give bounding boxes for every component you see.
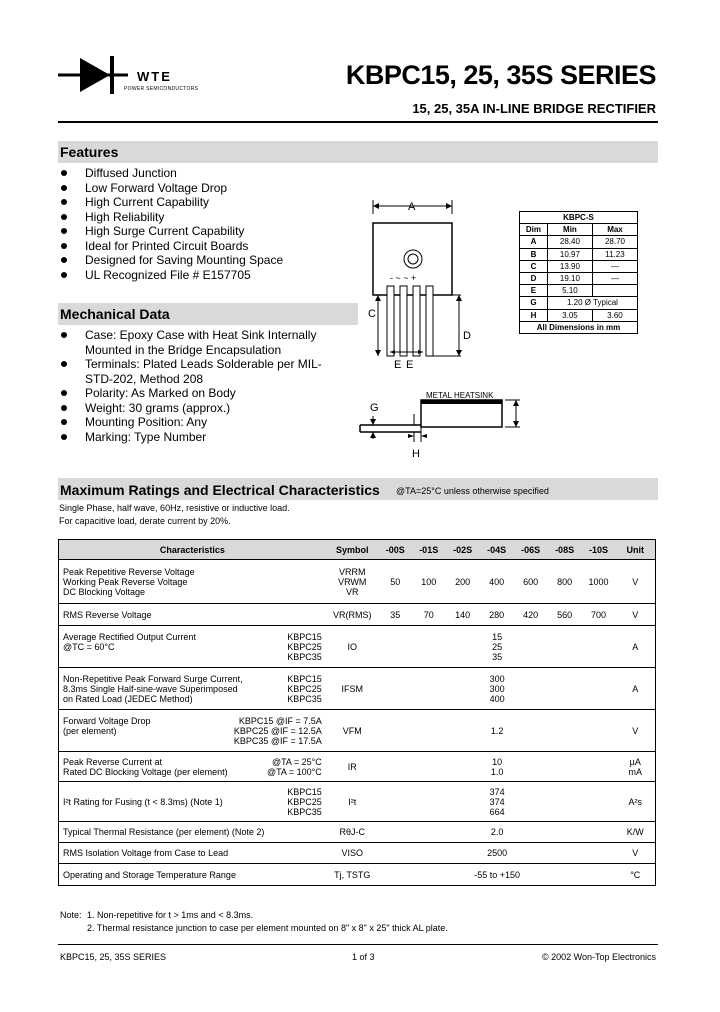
value: 800	[548, 560, 582, 604]
package-drawing	[350, 192, 520, 462]
value: 280	[480, 604, 514, 626]
table-row	[59, 626, 656, 668]
unit: µA	[629, 756, 641, 767]
dim-cell	[592, 285, 637, 297]
value: 560	[548, 604, 582, 626]
row-label: 8.3ms Single Half-sine-wave Superimposed	[63, 683, 238, 694]
model: KBPC15	[287, 673, 322, 684]
dim-d-label: D	[463, 330, 471, 342]
unit: V	[616, 843, 656, 864]
model: KBPC25 @IF = 12.5A	[233, 725, 322, 736]
symbol: IO	[326, 626, 379, 668]
row-label: Working Peak Reverse Voltage	[63, 576, 188, 587]
table-row	[59, 560, 656, 604]
value: 374	[489, 796, 505, 807]
row-label: RMS Reverse Voltage	[59, 604, 326, 626]
condition: @TA = 25°C	[271, 756, 322, 767]
list-item: Diffused Junction	[59, 166, 283, 181]
row-label: @TC = 60°C	[63, 641, 115, 652]
brand-name: WTE	[137, 69, 172, 84]
dim-cell: 10.97	[547, 248, 592, 260]
unit: A²s	[616, 782, 656, 822]
dim-cell: —	[592, 272, 637, 284]
row-label: Peak Reverse Current at	[63, 756, 163, 767]
value: -55 to +150	[379, 864, 616, 886]
value: 35	[379, 604, 412, 626]
dim-cell: 19.10	[547, 272, 592, 284]
symbol: VRRM	[339, 566, 366, 577]
heatsink-label: METAL HEATSINK	[426, 391, 494, 400]
col-header: -06S	[514, 540, 548, 560]
table-row	[59, 668, 656, 710]
symbol: VR(RMS)	[326, 604, 379, 626]
dim-cell: 3.60	[592, 309, 637, 321]
row-label: Average Rectified Output Current	[63, 631, 196, 642]
mechanical-list	[59, 328, 339, 444]
dim-cell: 11.23	[592, 248, 637, 260]
value: 1.2	[379, 710, 616, 752]
model: KBPC25	[287, 796, 322, 807]
row-label: Forward Voltage Drop	[63, 715, 151, 726]
footer-series: KBPC15, 25, 35S SERIES	[60, 952, 167, 962]
value: 300	[489, 673, 505, 684]
dim-a-label: A	[408, 201, 416, 213]
header-rule	[58, 121, 658, 123]
condition: @TA = 100°C	[266, 766, 322, 777]
dim-e1-label: E	[394, 359, 402, 371]
list-item: Terminals: Plated Leads Solderable per MIL-STD-202, Method 208	[59, 357, 339, 386]
value: 300	[489, 683, 505, 694]
list-item: Ideal for Printed Circuit Boards	[59, 239, 283, 254]
notes-block	[60, 910, 448, 933]
dimensions-table	[519, 211, 638, 334]
dim-cell: 1.20 Ø Typical	[547, 297, 637, 309]
list-item: Case: Epoxy Case with Heat Sink Internally Mounted in the Bridge Encapsulation	[59, 328, 339, 357]
row-label: Peak Repetitive Reverse Voltage	[63, 566, 195, 577]
unit: V	[616, 710, 656, 752]
list-item: Designed for Saving Mounting Space	[59, 253, 283, 268]
symbol: VFM	[326, 710, 379, 752]
features-bar	[58, 141, 658, 163]
dim-cell: B	[520, 248, 548, 260]
note-2: 2. Thermal resistance junction to case per element mounted on 8" x 8" x 25" thick AL plate.	[87, 923, 448, 933]
dim-header: Dim	[520, 224, 548, 236]
list-item: UL Recognized File # E157705	[59, 268, 283, 283]
list-item: High Surge Current Capability	[59, 224, 283, 239]
row-label: DC Blocking Voltage	[63, 586, 146, 597]
col-header: Unit	[616, 540, 656, 560]
note-1: 1. Non-repetitive for t > 1ms and < 8.3ms.	[87, 910, 254, 920]
dim-g-label: G	[370, 402, 379, 414]
footer-rule	[58, 944, 658, 945]
model: KBPC35	[287, 651, 322, 662]
table-row	[59, 822, 656, 843]
list-item: Mounting Position: Any	[59, 415, 339, 430]
ratings-table	[58, 539, 656, 886]
value: 25	[492, 641, 503, 652]
table-row	[59, 752, 656, 782]
row-label: I²t Rating for Fusing (t < 8.3ms) (Note 1)	[63, 796, 223, 807]
unit: A	[616, 668, 656, 710]
symbol: VRWM	[338, 576, 367, 587]
row-label: Rated DC Blocking Voltage (per element)	[63, 766, 228, 777]
value: 1.0	[490, 766, 504, 777]
dim-header: Max	[592, 224, 637, 236]
dim-cell: E	[520, 285, 548, 297]
dim-cell: C	[520, 260, 548, 272]
dim-cell: 5.10	[547, 285, 592, 297]
dim-footer: All Dimensions in mm	[520, 321, 638, 333]
unit: °C	[616, 864, 656, 886]
page-subtitle: 15, 25, 35A IN-LINE BRIDGE RECTIFIER	[412, 101, 656, 116]
col-header: -04S	[480, 540, 514, 560]
dim-header: Min	[547, 224, 592, 236]
table-row	[59, 843, 656, 864]
page-title: KBPC15, 25, 35S SERIES	[345, 60, 656, 90]
row-label: (per element)	[63, 725, 117, 736]
col-header: -01S	[412, 540, 446, 560]
col-header: Symbol	[326, 540, 379, 560]
table-row	[59, 604, 656, 626]
unit: A	[616, 626, 656, 668]
unit: mA	[628, 766, 643, 777]
row-label: Typical Thermal Resistance (per element) (Note 2)	[59, 822, 326, 843]
ratings-pre-note-2: For capacitive load, derate current by 20%.	[59, 516, 231, 526]
unit: V	[616, 560, 656, 604]
pin-markings: - ~ ~ +	[390, 273, 417, 283]
value: 200	[446, 560, 480, 604]
value: 10	[492, 756, 503, 767]
symbol: RθJ-C	[326, 822, 379, 843]
dim-cell: 3.05	[547, 309, 592, 321]
notes-label: Note:	[60, 910, 82, 920]
row-label: on Rated Load (JEDEC Method)	[63, 693, 193, 704]
dim-cell: G	[520, 297, 548, 309]
model: KBPC35	[287, 693, 322, 704]
col-header: -10S	[582, 540, 616, 560]
value: 664	[489, 806, 505, 817]
dim-e2-label: E	[406, 359, 414, 371]
footer-page: 1 of 3	[352, 952, 375, 962]
dim-cell: A	[520, 236, 548, 248]
value: 400	[489, 693, 505, 704]
symbol: VR	[346, 586, 359, 597]
symbol: I²t	[326, 782, 379, 822]
ratings-condition: @TA=25°C unless otherwise specified	[396, 486, 549, 496]
value: 70	[412, 604, 446, 626]
value: 700	[582, 604, 616, 626]
model: KBPC25	[287, 683, 322, 694]
symbol: Tj, TSTG	[326, 864, 379, 886]
dim-cell: 28.40	[547, 236, 592, 248]
col-header: -08S	[548, 540, 582, 560]
dim-cell: H	[520, 309, 548, 321]
brand-tagline: POWER SEMICONDUCTORS	[124, 86, 199, 92]
value: 1000	[582, 560, 616, 604]
value: 50	[379, 560, 412, 604]
footer-copyright: © 2002 Won-Top Electronics	[541, 952, 656, 962]
ratings-pre-note-1: Single Phase, half wave, 60Hz, resistive or inductive load.	[59, 503, 290, 513]
table-row	[59, 864, 656, 886]
model: KBPC15 @IF = 7.5A	[238, 715, 322, 726]
table-row	[59, 782, 656, 822]
symbol: IR	[326, 752, 379, 782]
col-header: -02S	[446, 540, 480, 560]
table-row	[59, 710, 656, 752]
value: 2.0	[379, 822, 616, 843]
model: KBPC15	[287, 631, 322, 642]
dim-cell: 13.90	[547, 260, 592, 272]
model: KBPC35 @IF = 17.5A	[233, 735, 322, 746]
value: 2500	[379, 843, 616, 864]
col-header: Characteristics	[59, 540, 326, 560]
row-label: Operating and Storage Temperature Range	[59, 864, 326, 886]
list-item: High Current Capability	[59, 195, 283, 210]
symbol: VISO	[326, 843, 379, 864]
model: KBPC15	[287, 786, 322, 797]
value: 15	[492, 631, 503, 642]
dim-cell: —	[592, 260, 637, 272]
list-item: High Reliability	[59, 210, 283, 225]
dim-c-label: C	[368, 308, 376, 320]
list-item: Marking: Type Number	[59, 430, 339, 445]
list-item: Weight: 30 grams (approx.)	[59, 401, 339, 416]
value: 100	[412, 560, 446, 604]
value: 374	[489, 786, 505, 797]
ratings-title: Maximum Ratings and Electrical Characteristics	[60, 482, 380, 498]
model: KBPC25	[287, 641, 322, 652]
value: 400	[480, 560, 514, 604]
value: 35	[492, 651, 503, 662]
value: 600	[514, 560, 548, 604]
features-title: Features	[60, 144, 119, 160]
col-header: -00S	[379, 540, 412, 560]
dim-h-label: H	[412, 448, 420, 460]
list-item: Low Forward Voltage Drop	[59, 181, 283, 196]
model: KBPC35	[287, 806, 322, 817]
value: 420	[514, 604, 548, 626]
row-label: Non-Repetitive Peak Forward Surge Current,	[63, 673, 243, 684]
dim-table-title: KBPC-S	[520, 212, 638, 224]
mechanical-title: Mechanical Data	[60, 306, 170, 322]
symbol: IFSM	[326, 668, 379, 710]
dim-cell: 28.70	[592, 236, 637, 248]
features-list	[59, 166, 283, 282]
unit: V	[616, 604, 656, 626]
value: 140	[446, 604, 480, 626]
unit: K/W	[616, 822, 656, 843]
dim-cell: D	[520, 272, 548, 284]
row-label: RMS Isolation Voltage from Case to Lead	[59, 843, 326, 864]
list-item: Polarity: As Marked on Body	[59, 386, 339, 401]
